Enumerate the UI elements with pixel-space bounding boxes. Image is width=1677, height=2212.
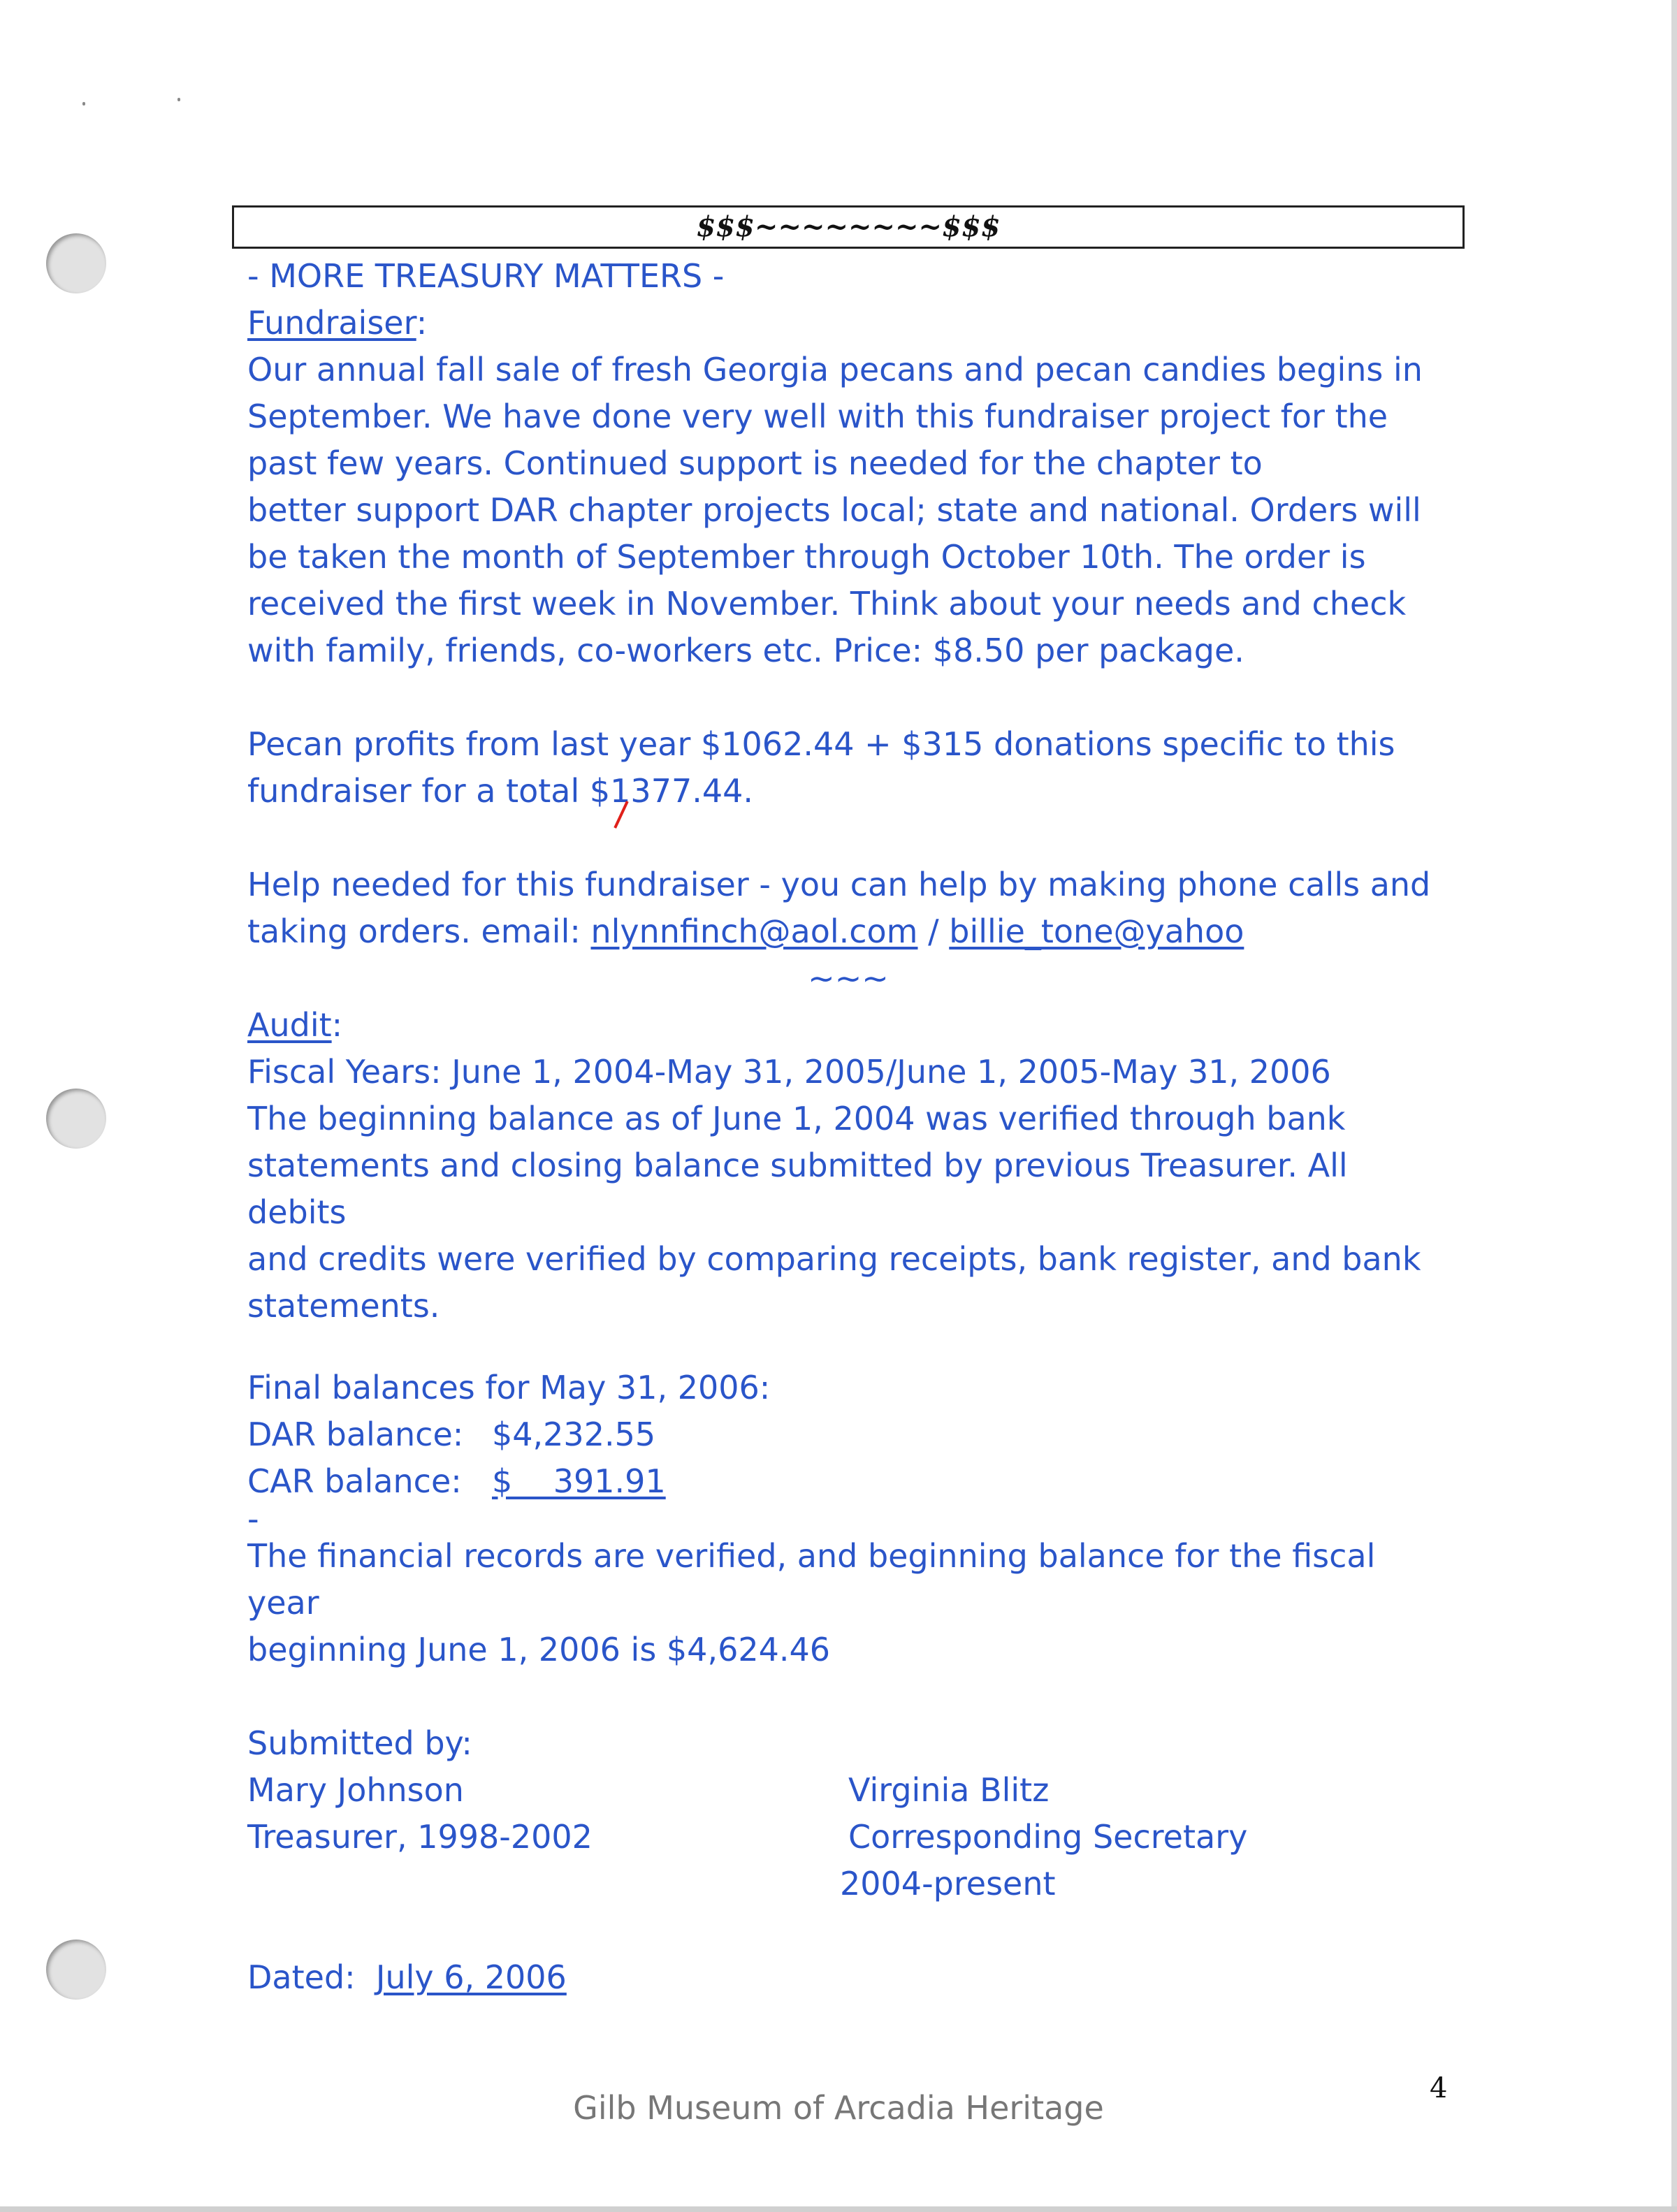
dar-balance-row bbox=[247, 1411, 1449, 1458]
dated-label: Dated: bbox=[247, 1958, 376, 1996]
profit-total-suffix: 377.44. bbox=[630, 772, 753, 810]
left-signer-title: Treasurer, 1998-2002 bbox=[247, 1818, 593, 1856]
profit-total-corrected-digit bbox=[610, 768, 630, 815]
submitted-by-label: Submitted by: bbox=[247, 1724, 472, 1762]
page-edge-bottom bbox=[0, 2206, 1677, 2212]
fundraiser-title-text: Fundraiser bbox=[247, 304, 416, 342]
fundraiser-line: received the first week in November. Think about your needs and check bbox=[247, 585, 1407, 623]
signature-right bbox=[840, 1767, 1449, 1907]
scan-speck bbox=[177, 98, 180, 101]
left-signer-name: Mary Johnson bbox=[247, 1771, 464, 1809]
final-balances-label: Final balances for May 31, 2006: bbox=[247, 1369, 771, 1406]
dar-balance-value: $4,232.55 bbox=[492, 1416, 656, 1453]
audit-line: statements. bbox=[247, 1287, 440, 1325]
profit-total-line bbox=[247, 768, 1449, 815]
audit-title: Audit: bbox=[247, 1006, 343, 1044]
right-signer-title: Corresponding Secretary bbox=[848, 1818, 1248, 1856]
fundraiser-line: with family, friends, co-workers etc. Price: $8.50 per package. bbox=[247, 632, 1244, 669]
section-divider: ~~~ bbox=[808, 959, 889, 997]
audit-line: and credits were verified by comparing receipts, bank register, and bank bbox=[247, 1240, 1421, 1278]
fundraiser-line: be taken the month of September through October 10th. The order is bbox=[247, 538, 1366, 576]
signature-block bbox=[247, 1767, 1449, 1907]
car-balance-row bbox=[247, 1458, 1449, 1505]
punch-hole-top bbox=[46, 233, 106, 293]
dated-line bbox=[247, 1954, 1449, 2001]
page-number: 4 bbox=[1430, 2072, 1448, 2104]
punch-hole-bottom bbox=[46, 1940, 106, 2000]
audit-line: Fiscal Years: June 1, 2004-May 31, 2005/June 1, 2005-May 31, 2006 bbox=[247, 1053, 1331, 1091]
fundraiser-line: Our annual fall sale of fresh Georgia pecans and pecan candies begins in bbox=[247, 351, 1423, 388]
email-separator: / bbox=[917, 912, 950, 950]
signature-left bbox=[247, 1767, 848, 1907]
car-balance-label: CAR balance: bbox=[247, 1462, 462, 1500]
document-body bbox=[247, 253, 1449, 2001]
profit-total-digit: 1 bbox=[610, 772, 631, 810]
dated-value: July 6, 2006 bbox=[375, 1958, 567, 1996]
punch-hole-middle bbox=[46, 1089, 106, 1149]
help-contact-prefix: taking orders. email: bbox=[247, 912, 591, 950]
scan-speck bbox=[82, 102, 85, 105]
profit-line: Pecan profits from last year $1062.44 + $315 donations specific to this bbox=[247, 725, 1395, 763]
email-link-2[interactable]: billie_tone@yahoo bbox=[949, 912, 1244, 950]
help-line: Help needed for this fundraiser - you can help by making phone calls and bbox=[247, 866, 1431, 903]
page-heading: - MORE TREASURY MATTERS - bbox=[247, 257, 725, 295]
banner: $$$~~~~~~~~$$$ bbox=[232, 205, 1465, 249]
verified-line: beginning June 1, 2006 is $4,624.46 bbox=[247, 1631, 831, 1668]
dar-balance-label: DAR balance: bbox=[247, 1416, 464, 1453]
verified-line: The financial records are verified, and beginning balance for the fiscal year bbox=[247, 1537, 1376, 1622]
fundraiser-line: past few years. Continued support is needed for the chapter to bbox=[247, 444, 1263, 482]
email-link-1[interactable]: nlynnfinch@aol.com bbox=[590, 912, 918, 950]
footer-watermark: Gilb Museum of Arcadia Heritage bbox=[573, 2089, 1104, 2127]
stray-mark: - bbox=[247, 1500, 259, 1538]
audit-line: statements and closing balance submitted by previous Treasurer. All debits bbox=[247, 1147, 1348, 1231]
audit-line: The beginning balance as of June 1, 2004 was verified through bank bbox=[247, 1100, 1346, 1137]
right-signer-years: 2004-present bbox=[840, 1865, 1056, 1902]
fundraiser-title: Fundraiser: bbox=[247, 304, 428, 342]
page-edge bbox=[1671, 0, 1677, 2212]
profit-total-prefix: fundraiser for a total $ bbox=[247, 772, 611, 810]
right-signer-name: Virginia Blitz bbox=[848, 1771, 1050, 1809]
car-balance-value: $ 391.91 bbox=[492, 1462, 666, 1500]
fundraiser-line: September. We have done very well with this fundraiser project for the bbox=[247, 398, 1388, 435]
fundraiser-line: better support DAR chapter projects local; state and national. Orders will bbox=[247, 491, 1421, 529]
help-contact-line bbox=[247, 908, 1449, 955]
audit-title-text: Audit bbox=[247, 1006, 332, 1044]
